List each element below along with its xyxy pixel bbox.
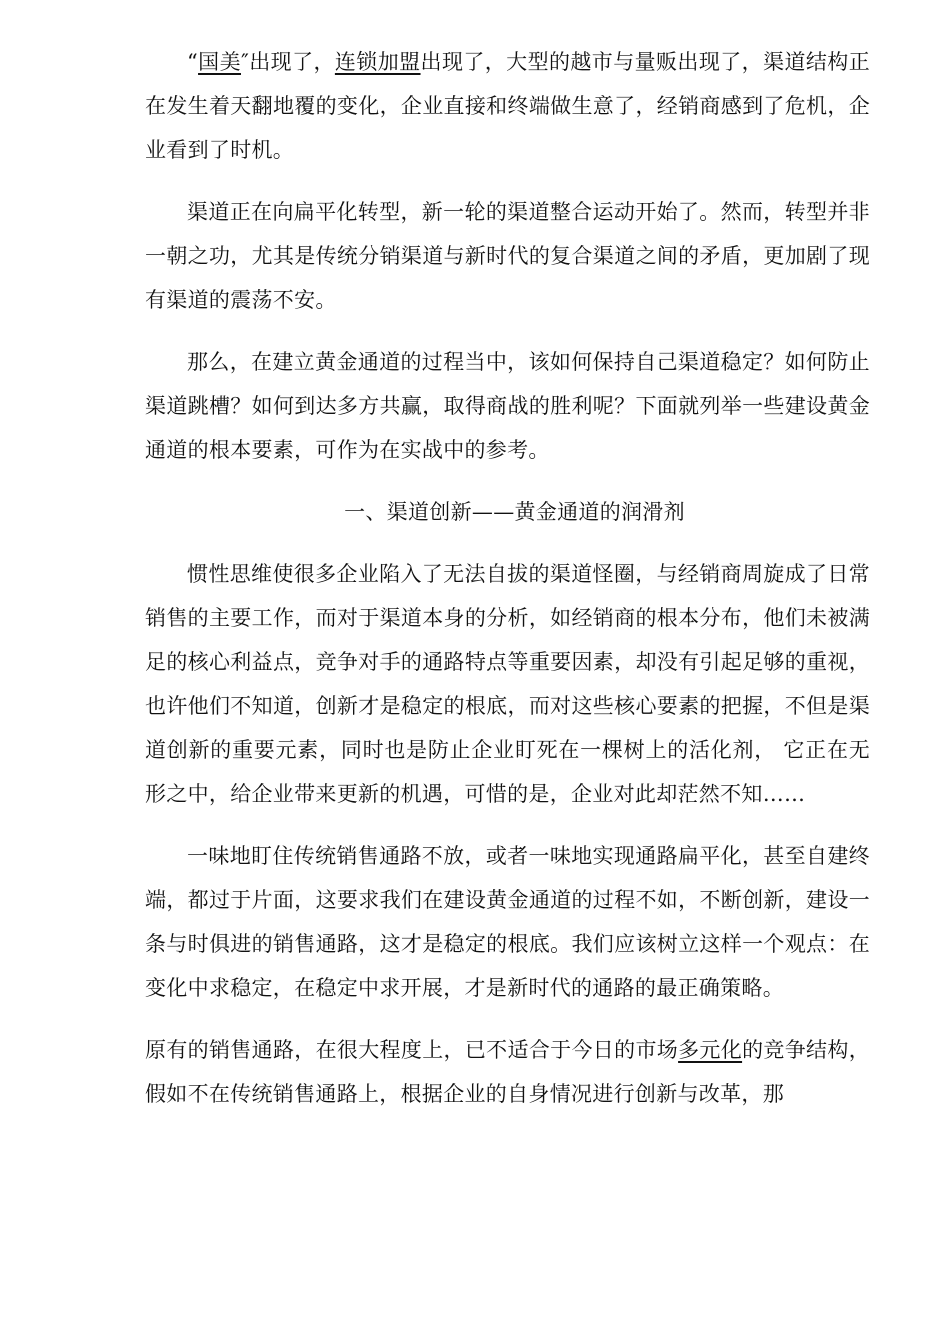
paragraph-original-channel [145, 1028, 870, 1116]
paragraph-intro-text-2: 出现了，大型的越市与量贩出现了，渠道结构正在发生着天翻地覆的变化，企业直接和终端做生意了，经销商感到了危机，企业看到了时机。 [145, 50, 870, 162]
paragraph-inertia: 惯性思维使很多企业陷入了无法自拔的渠道怪圈，与经销商周旋成了日常销售的主要工作，而对于渠道本身的分析，如经销商的根本分布，他们未被满足的核心利益点，竞争对手的通路特点等重要因素，却没有引起足够的重视，也许他们不知道，创新才是稳定的根底，而对这些核心要素的把握，不但是渠道创新的重要元素，同时也是防止企业盯死在一棵树上的活化剂， 它正在无形之中，给企业带来更新的机遇，可惜的是，企业对此却茫然不知…… [145, 562, 870, 806]
paragraph-question: 那么，在建立黄金通道的过程当中，该如何保持自己渠道稳定？如何防止渠道跳槽？如何到达多方共赢，取得商战的胜利呢？下面就列举一些建设黄金通道的根本要素，可作为在实战中的参考。 [145, 350, 870, 462]
link-guomei[interactable]: 国美 [198, 50, 241, 74]
paragraph-intro [145, 40, 870, 172]
paragraph-original-text-1: 原有的销售通路，在很大程度上，已不适合于今日的市场 [145, 1038, 679, 1062]
paragraph-transition: 渠道正在向扁平化转型，新一轮的渠道整合运动开始了。然而，转型并非一朝之功，尤其是传统分销渠道与新时代的复合渠道之间的矛盾，更加剧了现有渠道的震荡不安。 [145, 200, 870, 312]
document-page [145, 40, 870, 1134]
open-quote: “ [187, 50, 199, 74]
section-heading: 一、渠道创新——黄金通道的润滑剂 [344, 500, 685, 524]
link-chain-franchise[interactable]: 连锁加盟 [334, 50, 421, 74]
paragraph-innovation: 一味地盯住传统销售通路不放，或者一味地实现通路扁平化，甚至自建终端，都过于片面，这要求我们在建设黄金通道的过程不如，不断创新，建设一条与时俱进的销售通路，这才是稳定的根底。我们应该树立这样一个观点：在变化中求稳定，在稳定中求开展，才是新时代的通路的最正确策略。 [145, 844, 870, 1000]
paragraph-intro-text-1: 出现了， [249, 50, 335, 74]
link-diversification[interactable]: 多元化 [678, 1038, 743, 1062]
paragraph-original-text-2: 的竞争结构，假如不在传统销售通路上，根据企业的自身情况进行创新与改革，那 [145, 1038, 870, 1106]
close-quote: ″ [240, 50, 250, 74]
